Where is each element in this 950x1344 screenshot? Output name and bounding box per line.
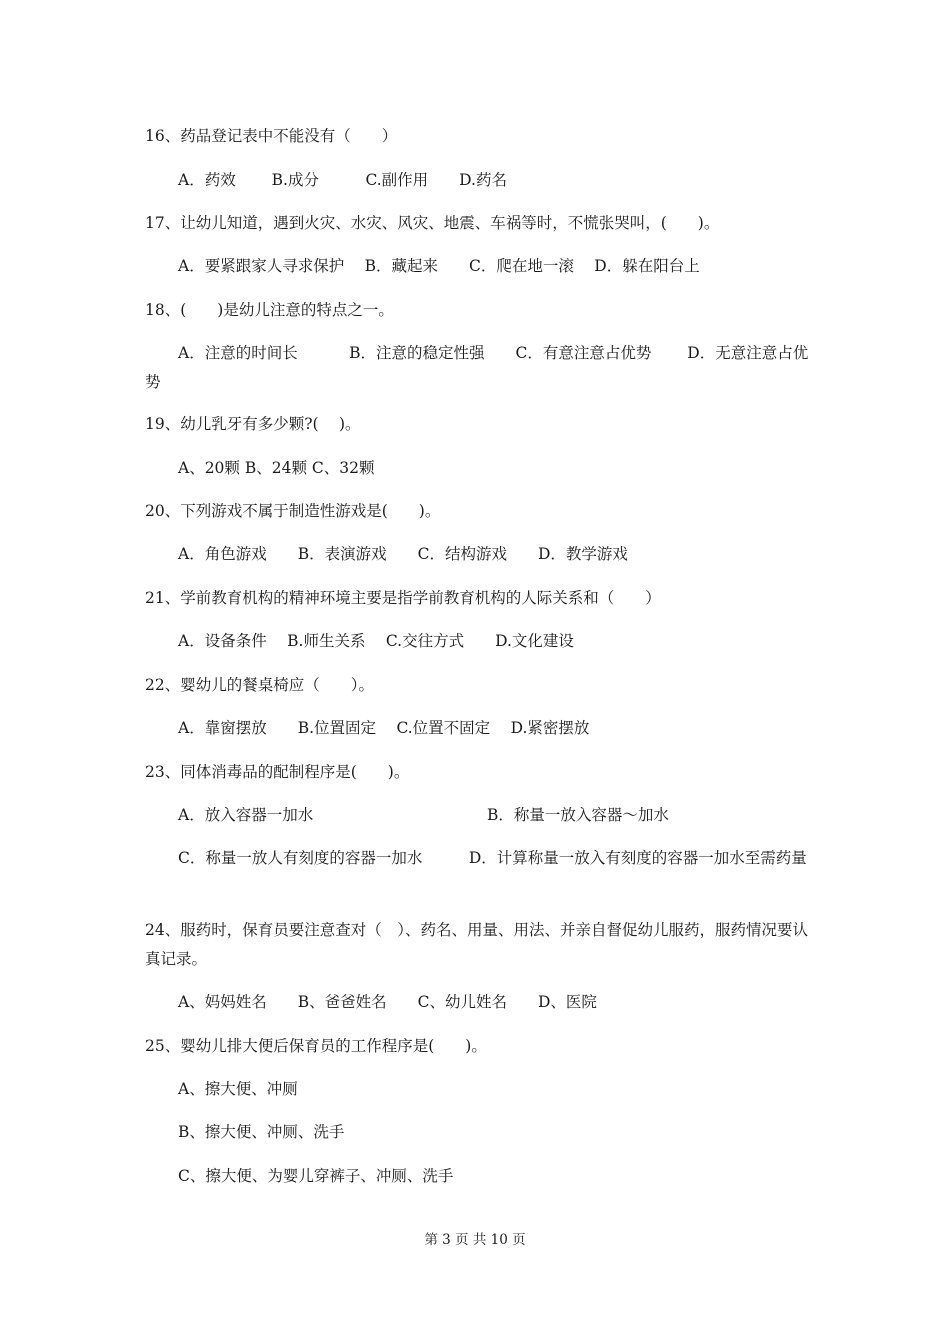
- q20-options: A．角色游戏 B．表演游戏 C．结构游戏 D．教学游戏: [178, 545, 628, 563]
- q18-options: A．注意的时间长 B．注意的稳定性强 C．有意注意占优势 D．无意注意占优势: [145, 344, 809, 391]
- q23-option-a: A．放入容器一加水: [178, 806, 314, 824]
- q24-stem: 24、服药时，保育员要注意查对（ ）、药名、用量、用法、并亲自督促幼儿服药，服药情况要认真记录。: [145, 921, 808, 968]
- page-footer: 第 3 页 共 10 页: [424, 1232, 526, 1248]
- q19-stem: 19、幼儿乳牙有多少颗?( )。: [145, 415, 361, 433]
- q24-options: A、妈妈姓名 B、爸爸姓名 C、幼儿姓名 D、医院: [178, 993, 597, 1011]
- q21-options: A．设备条件 B.师生关系 C.交往方式 D.文化建设: [178, 632, 574, 650]
- q25-stem: 25、婴幼儿排大便后保育员的工作程序是( )。: [145, 1037, 487, 1055]
- q17-stem: 17、让幼儿知道，遇到火灾、水灾、风灾、地震、车祸等时，不慌张哭叫，( )。: [145, 214, 720, 232]
- q16-stem: 16、药品登记表中不能没有（ ）: [145, 127, 398, 145]
- q17-options: A．要紧跟家人寻求保护 B．藏起来 C．爬在地一滚 D．躲在阳台上: [178, 257, 700, 275]
- q21-stem: 21、学前教育机构的精神环境主要是指学前教育机构的人际关系和（ ）: [145, 589, 661, 607]
- q19-options: A、20颗 B、24颗 C、32颗: [178, 459, 375, 477]
- q22-stem: 22、婴幼儿的餐桌椅应（ ）。: [145, 676, 374, 694]
- q23-option-b: B．称量一放入容器～加水: [487, 806, 669, 824]
- q23-options-cd: C．称量一放人有刻度的容器一加水 D．计算称量一放入有刻度的容器一加水至需药量: [178, 849, 807, 867]
- q23-stem: 23、同体消毒品的配制程序是( )。: [145, 763, 410, 781]
- q25-option-b: B、擦大便、冲厕、洗手: [178, 1123, 345, 1141]
- q25-option-c: C、擦大便、为婴儿穿裤子、冲厕、洗手: [178, 1167, 454, 1185]
- q22-options: A．靠窗摆放 B.位置固定 C.位置不固定 D.紧密摆放: [178, 719, 590, 737]
- q25-option-a: A、擦大便、冲厕: [178, 1080, 298, 1098]
- q16-options: A．药效 B.成分 C.副作用 D.药名: [178, 171, 507, 189]
- q20-stem: 20、下列游戏不属于制造性游戏是( )。: [145, 502, 441, 520]
- q18-stem: 18、( )是幼儿注意的特点之一。: [145, 301, 394, 319]
